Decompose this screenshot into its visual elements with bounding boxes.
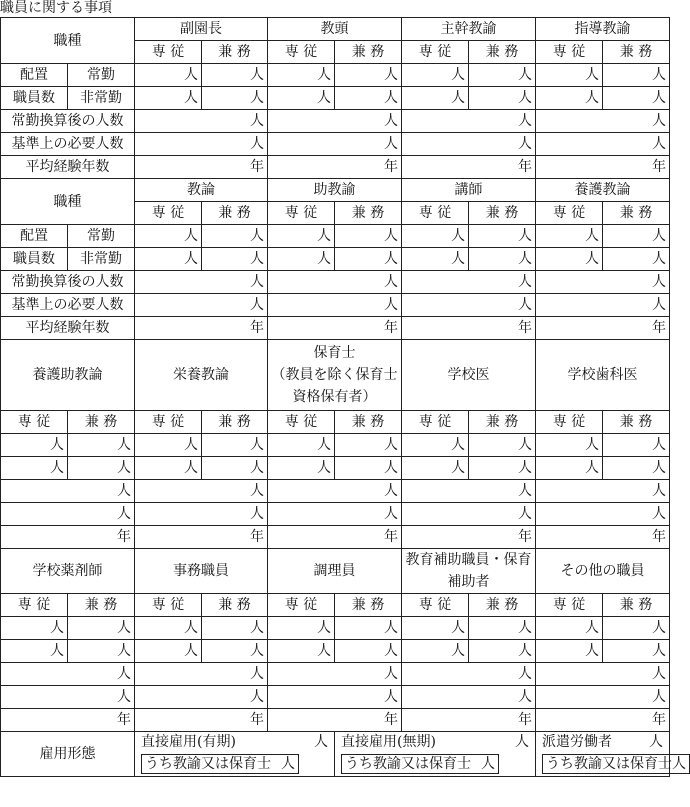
full-time-dedicated-label: 専 従 xyxy=(402,411,469,434)
direct-permanent-label: 直接雇用(無期) xyxy=(341,734,436,750)
years-field[interactable]: 年 xyxy=(402,317,536,340)
concurrent-label: 兼 務 xyxy=(603,202,670,225)
count-field[interactable]: 人 xyxy=(536,271,670,294)
concurrent-label: 兼 務 xyxy=(335,41,402,64)
count-field[interactable]: 人 xyxy=(202,434,268,457)
count-field[interactable]: 人 xyxy=(402,294,536,317)
count-field[interactable]: 人 xyxy=(68,640,135,663)
count-field[interactable]: 人 xyxy=(202,87,268,110)
count-field[interactable]: 人 xyxy=(536,617,603,640)
full-time-dedicated-label: 専 従 xyxy=(536,594,603,617)
col-header-yogo-jokyoron: 養護助教論 xyxy=(1,340,135,411)
count-field[interactable]: 人 xyxy=(536,110,670,133)
years-field[interactable]: 年 xyxy=(135,526,268,549)
staff-count-label: 職員数 xyxy=(1,87,68,110)
count-field[interactable]: 人 xyxy=(536,294,670,317)
years-field[interactable]: 年 xyxy=(268,709,402,732)
count-field[interactable]: 人 xyxy=(1,617,68,640)
count-field[interactable]: 人 xyxy=(135,663,268,686)
count-field[interactable]: 人 xyxy=(402,133,536,156)
direct-fixed-term-label: 直接雇用(有期) xyxy=(141,734,236,750)
count-field[interactable]: 人 xyxy=(603,248,670,271)
count-field[interactable]: 人 xyxy=(268,87,335,110)
count-field[interactable]: 人 xyxy=(135,617,202,640)
full-time-dedicated-label: 専 従 xyxy=(268,41,335,64)
col-header-other: その他の職員 xyxy=(536,549,670,594)
count-field[interactable]: 人 xyxy=(202,640,268,663)
count-field[interactable]: 人 xyxy=(402,663,536,686)
full-time-dedicated-label: 専 従 xyxy=(536,411,603,434)
years-field[interactable]: 年 xyxy=(536,156,670,179)
years-field[interactable]: 年 xyxy=(536,317,670,340)
concurrent-label: 兼 務 xyxy=(68,594,135,617)
unit-label: 人 xyxy=(481,756,495,772)
count-field[interactable]: 人 xyxy=(335,248,402,271)
count-field[interactable]: 人 xyxy=(268,248,335,271)
count-field[interactable]: 人 xyxy=(603,457,670,480)
concurrent-label: 兼 務 xyxy=(202,41,268,64)
experience-label: 平均経験年数 xyxy=(1,317,135,340)
concurrent-label: 兼 務 xyxy=(335,411,402,434)
count-field[interactable]: 人 xyxy=(135,64,202,87)
count-field[interactable]: 人 xyxy=(1,457,68,480)
count-field[interactable]: 人 xyxy=(202,248,268,271)
count-field[interactable]: 人 xyxy=(1,686,135,709)
direct-permanent-cell[interactable] xyxy=(335,732,536,777)
count-field[interactable]: 人 xyxy=(135,294,268,317)
part-time-label: 非常勤 xyxy=(68,248,135,271)
count-field[interactable]: 人 xyxy=(135,248,202,271)
concurrent-label: 兼 務 xyxy=(335,202,402,225)
count-field[interactable]: 人 xyxy=(268,457,335,480)
count-field[interactable]: 人 xyxy=(335,225,402,248)
count-field[interactable]: 人 xyxy=(402,64,469,87)
count-field[interactable]: 人 xyxy=(402,87,469,110)
concurrent-label: 兼 務 xyxy=(202,202,268,225)
concurrent-label: 兼 務 xyxy=(68,411,135,434)
count-field[interactable]: 人 xyxy=(469,434,536,457)
count-field[interactable]: 人 xyxy=(268,640,335,663)
of-which-teacher-box[interactable] xyxy=(542,754,690,774)
unit-label: 人 xyxy=(672,756,686,772)
count-field[interactable]: 人 xyxy=(335,457,402,480)
count-field[interactable]: 人 xyxy=(536,434,603,457)
count-field[interactable]: 人 xyxy=(402,686,536,709)
col-header-yogo: 養護教論 xyxy=(536,179,670,202)
required-label: 基準上の必要人数 xyxy=(1,133,135,156)
count-field[interactable]: 人 xyxy=(536,248,603,271)
count-field[interactable]: 人 xyxy=(335,617,402,640)
full-time-dedicated-label: 専 従 xyxy=(402,41,469,64)
years-field[interactable]: 年 xyxy=(135,156,268,179)
count-field[interactable]: 人 xyxy=(202,457,268,480)
years-field[interactable]: 年 xyxy=(135,709,268,732)
concurrent-label: 兼 務 xyxy=(469,41,536,64)
full-time-dedicated-label: 専 従 xyxy=(1,411,68,434)
of-which-label: うち教諭又は保育士 xyxy=(345,756,471,772)
col-header-koshi: 講師 xyxy=(402,179,536,202)
count-field[interactable]: 人 xyxy=(536,640,603,663)
years-field[interactable]: 年 xyxy=(1,526,135,549)
count-field[interactable]: 人 xyxy=(402,617,469,640)
full-time-dedicated-label: 専 従 xyxy=(402,202,469,225)
col-header-choriin: 調理員 xyxy=(268,549,402,594)
years-field[interactable]: 年 xyxy=(1,709,135,732)
count-field[interactable]: 人 xyxy=(268,617,335,640)
count-field[interactable]: 人 xyxy=(268,503,402,526)
required-label: 基準上の必要人数 xyxy=(1,294,135,317)
count-field[interactable]: 人 xyxy=(536,87,603,110)
count-field[interactable]: 人 xyxy=(536,480,670,503)
count-field[interactable]: 人 xyxy=(603,225,670,248)
count-field[interactable]: 人 xyxy=(469,225,536,248)
full-time-dedicated-label: 専 従 xyxy=(268,411,335,434)
concurrent-label: 兼 務 xyxy=(603,41,670,64)
count-field[interactable]: 人 xyxy=(469,87,536,110)
of-which-label: うち教諭又は保育士 xyxy=(145,756,271,772)
count-field[interactable]: 人 xyxy=(603,87,670,110)
count-field[interactable]: 人 xyxy=(1,480,135,503)
count-field[interactable]: 人 xyxy=(402,640,469,663)
count-field[interactable]: 人 xyxy=(268,225,335,248)
dispatch-label: 派遣労働者 xyxy=(542,734,612,750)
count-field[interactable]: 人 xyxy=(268,686,402,709)
col-header-kyoto: 教頭 xyxy=(268,18,402,41)
count-field[interactable]: 人 xyxy=(402,480,536,503)
count-field[interactable]: 人 xyxy=(135,271,268,294)
count-field[interactable]: 人 xyxy=(135,640,202,663)
fte-label: 常勤換算後の人数 xyxy=(1,271,135,294)
full-time-dedicated-label: 専 従 xyxy=(135,594,202,617)
concurrent-label: 兼 務 xyxy=(335,594,402,617)
count-field[interactable]: 人 xyxy=(68,457,135,480)
col-header-kyoron: 教論 xyxy=(135,179,268,202)
of-which-label: うち教諭又は保育士 xyxy=(546,756,672,772)
count-field[interactable]: 人 xyxy=(268,133,402,156)
concurrent-label: 兼 務 xyxy=(603,594,670,617)
count-field[interactable]: 人 xyxy=(536,686,670,709)
count-field[interactable]: 人 xyxy=(135,686,268,709)
concurrent-label: 兼 務 xyxy=(469,594,536,617)
count-field[interactable]: 人 xyxy=(402,225,469,248)
unit-label: 人 xyxy=(314,734,328,750)
employment-type-label: 雇用形態 xyxy=(1,732,135,777)
col-header-shikai: 学校歯科医 xyxy=(536,340,670,411)
full-time-dedicated-label: 専 従 xyxy=(536,202,603,225)
count-field[interactable]: 人 xyxy=(402,434,469,457)
years-field[interactable]: 年 xyxy=(402,526,536,549)
count-field[interactable]: 人 xyxy=(335,640,402,663)
dispatch-cell[interactable] xyxy=(536,732,686,777)
col-header-fukuencho: 副園長 xyxy=(135,18,268,41)
full-time-dedicated-label: 専 従 xyxy=(135,202,202,225)
count-field[interactable]: 人 xyxy=(1,640,68,663)
direct-fixed-term-cell[interactable] xyxy=(135,732,335,777)
col-header-yakuzaishi: 学校薬剤師 xyxy=(1,549,135,594)
full-time-dedicated-label: 専 従 xyxy=(402,594,469,617)
count-field[interactable]: 人 xyxy=(268,64,335,87)
col-header-shido: 指導教諭 xyxy=(536,18,670,41)
staff-table xyxy=(0,17,686,777)
col-header-hojo: 教育補助職員・保育補助者 xyxy=(402,549,536,594)
count-field[interactable]: 人 xyxy=(135,480,268,503)
count-field[interactable]: 人 xyxy=(603,434,670,457)
count-field[interactable]: 人 xyxy=(603,64,670,87)
occupation-label: 職種 xyxy=(1,179,135,225)
count-field[interactable]: 人 xyxy=(268,663,402,686)
placement-label: 配置 xyxy=(1,225,68,248)
years-field[interactable]: 年 xyxy=(402,709,536,732)
count-field[interactable]: 人 xyxy=(135,434,202,457)
unit-label: 人 xyxy=(649,734,663,750)
count-field[interactable]: 人 xyxy=(469,457,536,480)
count-field[interactable]: 人 xyxy=(402,457,469,480)
count-field[interactable]: 人 xyxy=(135,133,268,156)
unit-label: 人 xyxy=(515,734,529,750)
concurrent-label: 兼 務 xyxy=(202,411,268,434)
years-field[interactable]: 年 xyxy=(268,156,402,179)
regular-label: 常勤 xyxy=(68,64,135,87)
count-field[interactable]: 人 xyxy=(1,434,68,457)
count-field[interactable]: 人 xyxy=(202,64,268,87)
placement-label: 配置 xyxy=(1,64,68,87)
unit-label: 人 xyxy=(281,756,295,772)
staff-count-label: 職員数 xyxy=(1,248,68,271)
count-field[interactable]: 人 xyxy=(268,294,402,317)
count-field[interactable]: 人 xyxy=(335,87,402,110)
count-field[interactable]: 人 xyxy=(268,480,402,503)
experience-label: 平均経験年数 xyxy=(1,156,135,179)
count-field[interactable]: 人 xyxy=(469,64,536,87)
years-field[interactable]: 年 xyxy=(268,317,402,340)
count-field[interactable]: 人 xyxy=(469,248,536,271)
count-field[interactable]: 人 xyxy=(335,64,402,87)
count-field[interactable]: 人 xyxy=(202,617,268,640)
count-field[interactable]: 人 xyxy=(536,133,670,156)
full-time-dedicated-label: 専 従 xyxy=(268,202,335,225)
part-time-label: 非常勤 xyxy=(68,87,135,110)
concurrent-label: 兼 務 xyxy=(202,594,268,617)
count-field[interactable]: 人 xyxy=(603,617,670,640)
full-time-dedicated-label: 専 従 xyxy=(135,411,202,434)
count-field[interactable]: 人 xyxy=(402,110,536,133)
col-header-jimu: 事務職員 xyxy=(135,549,268,594)
concurrent-label: 兼 務 xyxy=(469,202,536,225)
count-field[interactable]: 人 xyxy=(536,503,670,526)
count-field[interactable]: 人 xyxy=(536,64,603,87)
years-field[interactable]: 年 xyxy=(402,156,536,179)
count-field[interactable]: 人 xyxy=(536,457,603,480)
full-time-dedicated-label: 専 従 xyxy=(268,594,335,617)
occupation-label: 職種 xyxy=(1,18,135,64)
count-field[interactable]: 人 xyxy=(135,87,202,110)
count-field[interactable]: 人 xyxy=(202,225,268,248)
count-field[interactable]: 人 xyxy=(536,225,603,248)
count-field[interactable]: 人 xyxy=(469,617,536,640)
count-field[interactable]: 人 xyxy=(268,110,402,133)
concurrent-label: 兼 務 xyxy=(469,411,536,434)
years-field[interactable]: 年 xyxy=(536,709,670,732)
of-which-teacher-box[interactable] xyxy=(341,754,499,774)
years-field[interactable]: 年 xyxy=(135,317,268,340)
count-field[interactable]: 人 xyxy=(335,434,402,457)
count-field[interactable]: 人 xyxy=(1,663,135,686)
col-header-jokyoyu: 助教諭 xyxy=(268,179,402,202)
count-field[interactable]: 人 xyxy=(1,503,135,526)
col-header-eiyo: 栄養教論 xyxy=(135,340,268,411)
fte-label: 常勤換算後の人数 xyxy=(1,110,135,133)
col-header-shukan: 主幹教諭 xyxy=(402,18,536,41)
count-field[interactable]: 人 xyxy=(268,434,335,457)
concurrent-label: 兼 務 xyxy=(603,411,670,434)
count-field[interactable]: 人 xyxy=(402,248,469,271)
of-which-teacher-box[interactable] xyxy=(141,754,299,774)
count-field[interactable]: 人 xyxy=(68,617,135,640)
section-title: 職員に関する事項 xyxy=(0,0,112,16)
years-field[interactable]: 年 xyxy=(536,526,670,549)
col-header-hoikushi: 保育士 （教員を除く保育士資格保有者） xyxy=(268,340,402,411)
count-field[interactable]: 人 xyxy=(536,663,670,686)
full-time-dedicated-label: 専 従 xyxy=(135,41,202,64)
years-field[interactable]: 年 xyxy=(268,526,402,549)
count-field[interactable]: 人 xyxy=(135,503,268,526)
count-field[interactable]: 人 xyxy=(469,640,536,663)
count-field[interactable]: 人 xyxy=(135,457,202,480)
count-field[interactable]: 人 xyxy=(135,110,268,133)
count-field[interactable]: 人 xyxy=(603,640,670,663)
count-field[interactable]: 人 xyxy=(68,434,135,457)
regular-label: 常勤 xyxy=(68,225,135,248)
count-field[interactable]: 人 xyxy=(268,271,402,294)
full-time-dedicated-label: 専 従 xyxy=(1,594,68,617)
full-time-dedicated-label: 専 従 xyxy=(536,41,603,64)
count-field[interactable]: 人 xyxy=(135,225,202,248)
count-field[interactable]: 人 xyxy=(402,503,536,526)
col-header-gakkoi: 学校医 xyxy=(402,340,536,411)
count-field[interactable]: 人 xyxy=(402,271,536,294)
